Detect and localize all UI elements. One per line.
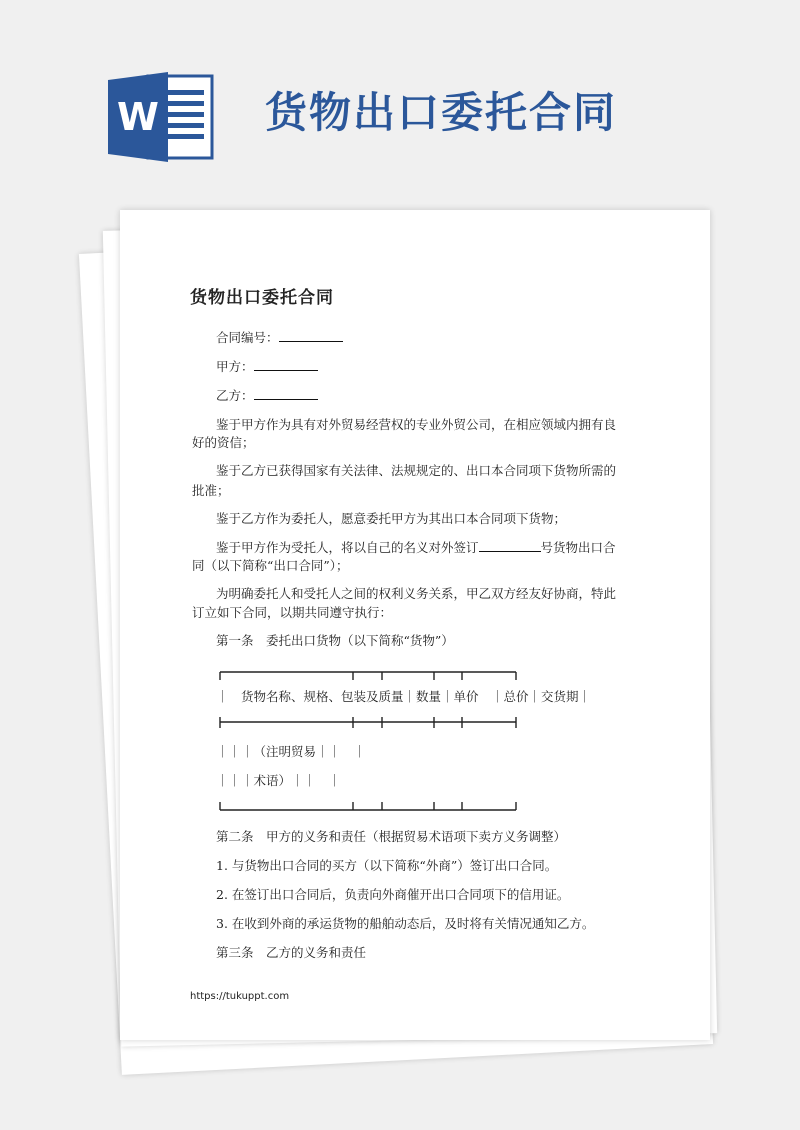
contract-number-blank [279, 329, 343, 342]
party-a-label: 甲方： [216, 359, 254, 374]
party-b-line [216, 385, 318, 407]
list-number: 1. [216, 858, 228, 873]
list-text: 与货物出口合同的买方（以下简称“外商”）签订出口合同。 [231, 858, 558, 873]
list-text: 在收到外商的承运货物的船舶动态后，及时将有关情况通知乙方。 [231, 916, 595, 931]
recital-4-line-2: 同（以下简称“出口合同”）； [192, 558, 349, 573]
document-page [120, 210, 710, 1040]
recital-5-line-1: 为明确委托人和受托人之间的权利义务关系，甲乙双方经友好协商，特此 [216, 586, 617, 601]
article-2-heading: 第二条 甲方的义务和责任（根据贸易术语项下卖方义务调整） [216, 829, 567, 844]
party-b-label: 乙方： [216, 388, 254, 403]
list-item [216, 855, 557, 877]
article-1-heading: 第一条 委托出口货物（以下简称“货物”） [216, 633, 454, 648]
party-b-blank [254, 387, 318, 400]
document-title: 货物出口委托合同 [190, 288, 334, 308]
svg-text:W: W [117, 95, 159, 139]
list-item [216, 913, 594, 935]
recital-2-line-1: 鉴于乙方已获得国家有关法律、法规规定的、出口本合同项下货物所需的 [216, 463, 617, 478]
word-doc-icon [108, 72, 214, 162]
list-number: 2. [216, 887, 228, 902]
list-item [216, 884, 569, 906]
recital-1-line-2: 好的资信； [192, 435, 255, 450]
source-url: https://tukuppt.com [190, 991, 290, 1002]
page-title: 货物出口委托合同 [265, 88, 618, 137]
recital-4-text-a: 鉴于甲方作为受托人，将以自己的名义对外签订 [216, 540, 479, 555]
article-3-heading: 第三条 乙方的义务和责任 [216, 945, 367, 960]
contract-ref-blank [479, 539, 541, 552]
goods-table-row-1: ｜｜｜（注明贸易｜｜ ｜ [216, 744, 367, 759]
party-a-line [216, 356, 318, 378]
recital-2-line-2: 批准； [192, 483, 230, 498]
party-a-blank [254, 358, 318, 371]
recital-4-text-b: 号货物出口合 [540, 540, 616, 555]
contract-number-line [216, 327, 343, 349]
goods-table-row-2: ｜｜｜术语）｜｜ ｜ [216, 773, 342, 788]
goods-table-header-row: ｜ 货物名称、规格、包装及质量｜数量｜单价 ｜总价｜交货期｜ [216, 689, 592, 704]
recital-3: 鉴于乙方作为委托人，愿意委托甲方为其出口本合同项下货物； [216, 511, 567, 526]
recital-5-line-2: 订立如下合同，以期共同遵守执行： [192, 605, 393, 620]
recital-1-line-1: 鉴于甲方作为具有对外贸易经营权的专业外贸公司，在相应领域内拥有良 [216, 417, 617, 432]
list-number: 3. [216, 916, 228, 931]
contract-number-label: 合同编号： [216, 330, 279, 345]
list-text: 在签订出口合同后，负责向外商催开出口合同项下的信用证。 [231, 887, 570, 902]
